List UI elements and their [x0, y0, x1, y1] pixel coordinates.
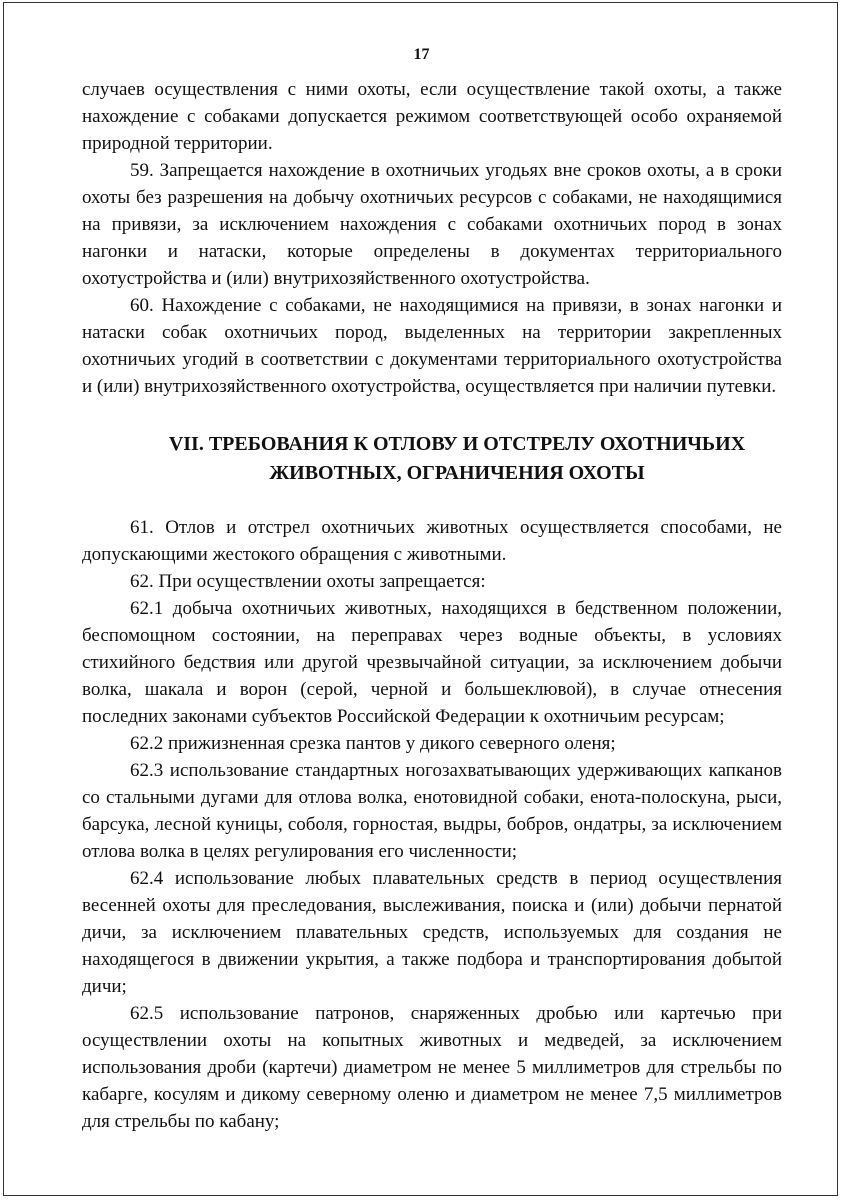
paragraph-62-4: 62.4 использование любых плавательных средств в период осуществления весенней охоты для преследования, выслеживания, поиска и (или) добычи пернатой дичи, за исключением плавательных средств, используемых для создания не находящегося в движении укрытия, а также подбора и транспортирования добытой дичи;: [82, 868, 782, 997]
paragraph-60: 60. Нахождение с собаками, не находящимися на привязи, в зонах нагонки и натаски собак охотничьих пород, выделенных на территории закрепленных охотничьих угодий в соответствии с документами территориального охотустройства и (или) внутрихозяйственного охотустройства, осуществляется при наличии путевки.: [82, 295, 782, 397]
paragraph-62-2: 62.2 прижизненная срезка пантов у дикого северного оленя;: [130, 733, 616, 754]
paragraph-62: 62. При осуществлении охоты запрещается:: [130, 571, 486, 592]
paragraph-62-5: 62.5 использование патронов, снаряженных дробью или картечью при осуществлении охоты на копытных животных и медведей, за исключением использования дроби (картечи) диаметром не менее 5 миллиметров для стрельбы по кабарге, косулям и дикому северному оленю и диаметром не менее 7,5 миллиметров для стрельбы по кабану;: [82, 1003, 782, 1132]
section-heading-line-2: ЖИВОТНЫХ, ОГРАНИЧЕНИЯ ОХОТЫ: [269, 462, 645, 484]
paragraph-continuation: случаев осуществления с ними охоты, если осуществление такой охоты, а также нахождение с собаками допускается режимом соответствующей особо охраняемой природной территории.: [82, 79, 782, 154]
section-heading: [82, 430, 782, 488]
page-number: 17: [413, 46, 430, 63]
paragraph-59: 59. Запрещается нахождение в охотничьих угодьях вне сроков охоты, а в сроки охоты без разрешения на добычу охотничьих ресурсов с собаками, не находящимися на привязи, за исключением нахождения с собаками охотничьих пород в зонах нагонки и натаски, которые определены в документах территориального охотустройства и (или) внутрихозяйственного охотустройства.: [82, 160, 782, 289]
section-heading-line-1: VII. ТРЕБОВАНИЯ К ОТЛОВУ И ОТСТРЕЛУ ОХОТНИЧЬИХ: [168, 433, 746, 455]
paragraph-62-3: 62.3 использование стандартных ногозахватывающих удерживающих капканов со стальными дугами для отлова волка, енотовидной собаки, енота-полоскуна, рыси, барсука, лесной куницы, соболя, горностая, выдры, бобров, ондатры, за исключением отлова волка в целях регулирования его численности;: [82, 760, 782, 862]
document-body: [82, 76, 782, 1135]
paragraph-61: 61. Отлов и отстрел охотничьих животных осуществляется способами, не допускающими жестокого обращения с животными.: [82, 517, 782, 565]
paragraph-62-1: 62.1 добыча охотничьих животных, находящихся в бедственном положении, беспомощном состоянии, на переправах через водные объекты, в условиях стихийного бедствия или другой чрезвычайной ситуации, за исключением добычи волка, шакала и ворон (серой, черной и большеклювой), в случае отнесения последних законами субъектов Российской Федерации к охотничьим ресурсам;: [82, 598, 782, 727]
